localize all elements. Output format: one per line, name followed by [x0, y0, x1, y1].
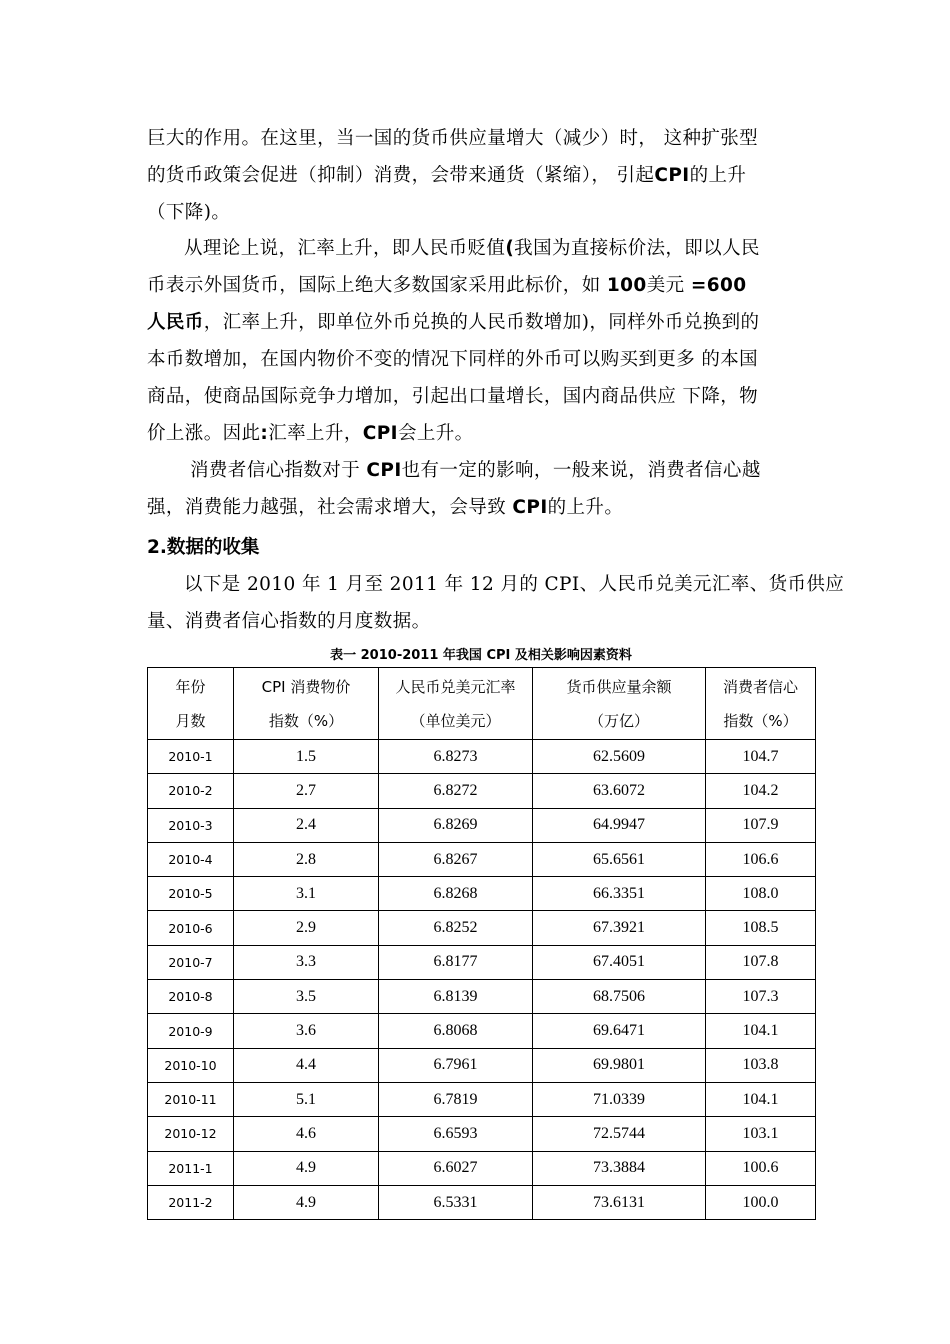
cell-cpi: 5.1	[234, 1082, 379, 1116]
table-row	[148, 980, 816, 1014]
cell-exchange-rate: 6.8268	[379, 877, 533, 911]
table-row	[148, 1151, 816, 1185]
text-line: 以下是 2010 年 1 月至 2011 年 12 月的 CPI、人民币兑美元汇率、货币供应	[184, 574, 845, 595]
cell-cpi: 1.5	[234, 740, 379, 774]
cell-money-supply: 65.6561	[533, 842, 706, 876]
cell-money-supply: 69.6471	[533, 1014, 706, 1048]
paragraph-consumer-confidence	[147, 452, 807, 526]
cell-consumer-confidence: 108.5	[706, 911, 816, 945]
cell-cpi: 2.4	[234, 808, 379, 842]
cell-exchange-rate: 6.8139	[379, 980, 533, 1014]
text-line: 量、消费者信心指数的月度数据。	[147, 611, 431, 632]
cell-money-supply: 64.9947	[533, 808, 706, 842]
cell-money-supply: 69.9801	[533, 1048, 706, 1082]
text-line: 币表示外国货币，国际上绝大多数国家采用此标价，如 100美元 =600	[147, 275, 747, 296]
cell-exchange-rate: 6.7819	[379, 1082, 533, 1116]
cell-exchange-rate: 6.8252	[379, 911, 533, 945]
paragraph-data-intro	[147, 566, 845, 640]
cell-money-supply: 67.4051	[533, 945, 706, 979]
cell-money-supply: 66.3351	[533, 877, 706, 911]
cell-consumer-confidence: 100.6	[706, 1151, 816, 1185]
cell-money-supply: 62.5609	[533, 740, 706, 774]
paragraph-exchange-rate	[147, 230, 807, 452]
cell-consumer-confidence: 103.1	[706, 1117, 816, 1151]
header-money-supply: 货币供应量余额 （万亿）	[533, 668, 706, 740]
cell-exchange-rate: 6.8267	[379, 842, 533, 876]
header-cpi: CPI 消费物价 指数（%）	[234, 668, 379, 740]
text-line: 商品，使商品国际竞争力增加，引起出口量增长，国内商品供应 下降，物	[147, 386, 759, 407]
data-table	[147, 667, 816, 1220]
header-exchange-rate: 人民币兑美元汇率 （单位美元）	[379, 668, 533, 740]
paragraph-money-supply	[147, 120, 807, 231]
cell-consumer-confidence: 104.1	[706, 1014, 816, 1048]
text-line: 消费者信心指数对于 CPI也有一定的影响，一般来说，消费者信心越	[190, 460, 761, 481]
cell-consumer-confidence: 100.0	[706, 1185, 816, 1219]
cell-month: 2011-1	[148, 1151, 234, 1185]
cell-money-supply: 73.6131	[533, 1185, 706, 1219]
cell-month: 2010-5	[148, 877, 234, 911]
cell-month: 2010-12	[148, 1117, 234, 1151]
text-line: 价上涨。因此:汇率上升，CPI会上升。	[147, 423, 474, 444]
cell-month: 2010-1	[148, 740, 234, 774]
text-line: 的货币政策会促进（抑制）消费，会带来通货（紧缩）， 引起CPI的上升	[147, 165, 747, 186]
cell-month: 2011-2	[148, 1185, 234, 1219]
text-line: 巨大的作用。在这里，当一国的货币供应量增大（减少）时， 这种扩张型	[147, 128, 759, 149]
cell-exchange-rate: 6.7961	[379, 1048, 533, 1082]
cell-money-supply: 72.5744	[533, 1117, 706, 1151]
table-row	[148, 842, 816, 876]
cell-money-supply: 67.3921	[533, 911, 706, 945]
cell-consumer-confidence: 107.8	[706, 945, 816, 979]
cell-money-supply: 68.7506	[533, 980, 706, 1014]
header-consumer-confidence: 消费者信心 指数（%）	[706, 668, 816, 740]
cell-exchange-rate: 6.8272	[379, 774, 533, 808]
cell-cpi: 3.3	[234, 945, 379, 979]
cell-exchange-rate: 6.5331	[379, 1185, 533, 1219]
cell-consumer-confidence: 103.8	[706, 1048, 816, 1082]
cell-consumer-confidence: 104.1	[706, 1082, 816, 1116]
text-line: 本币数增加，在国内物价不变的情况下同样的外币可以购买到更多 的本国	[147, 349, 759, 370]
table-row	[148, 877, 816, 911]
cell-cpi: 4.6	[234, 1117, 379, 1151]
cell-month: 2010-11	[148, 1082, 234, 1116]
cell-month: 2010-10	[148, 1048, 234, 1082]
cell-month: 2010-4	[148, 842, 234, 876]
cell-month: 2010-9	[148, 1014, 234, 1048]
table-body	[148, 740, 816, 1220]
cell-exchange-rate: 6.6593	[379, 1117, 533, 1151]
cell-cpi: 3.1	[234, 877, 379, 911]
cell-consumer-confidence: 107.3	[706, 980, 816, 1014]
table-row	[148, 774, 816, 808]
cell-consumer-confidence: 108.0	[706, 877, 816, 911]
table-row	[148, 1185, 816, 1219]
cell-month: 2010-2	[148, 774, 234, 808]
cell-month: 2010-8	[148, 980, 234, 1014]
cell-cpi: 2.7	[234, 774, 379, 808]
cell-month: 2010-7	[148, 945, 234, 979]
table-row	[148, 1117, 816, 1151]
cell-exchange-rate: 6.6027	[379, 1151, 533, 1185]
table-row	[148, 740, 816, 774]
cell-exchange-rate: 6.8269	[379, 808, 533, 842]
header-year-month: 年份 月数	[148, 668, 234, 740]
table-row	[148, 1048, 816, 1082]
cell-exchange-rate: 6.8273	[379, 740, 533, 774]
text-line: 从理论上说，汇率上升，即人民币贬值(我国为直接标价法，即以人民	[184, 238, 760, 259]
table-row	[148, 911, 816, 945]
cell-money-supply: 73.3884	[533, 1151, 706, 1185]
table-row	[148, 1014, 816, 1048]
table-row	[148, 1082, 816, 1116]
cell-cpi: 3.5	[234, 980, 379, 1014]
cell-month: 2010-6	[148, 911, 234, 945]
text-line: 人民币，汇率上升，即单位外币兑换的人民币数增加)，同样外币兑换到的	[147, 312, 760, 333]
section-heading: 2.数据的收集	[147, 537, 260, 558]
table-row	[148, 808, 816, 842]
cell-consumer-confidence: 107.9	[706, 808, 816, 842]
cell-cpi: 4.9	[234, 1185, 379, 1219]
cell-cpi: 4.4	[234, 1048, 379, 1082]
table-row	[148, 945, 816, 979]
text-line: （下降)。	[147, 202, 231, 223]
cell-consumer-confidence: 106.6	[706, 842, 816, 876]
cell-exchange-rate: 6.8177	[379, 945, 533, 979]
cell-cpi: 3.6	[234, 1014, 379, 1048]
cell-exchange-rate: 6.8068	[379, 1014, 533, 1048]
cell-month: 2010-3	[148, 808, 234, 842]
cell-money-supply: 71.0339	[533, 1082, 706, 1116]
cell-consumer-confidence: 104.2	[706, 774, 816, 808]
cell-money-supply: 63.6072	[533, 774, 706, 808]
cell-consumer-confidence: 104.7	[706, 740, 816, 774]
text-line: 强，消费能力越强，社会需求增大，会导致 CPI的上升。	[147, 497, 624, 518]
cell-cpi: 4.9	[234, 1151, 379, 1185]
cell-cpi: 2.8	[234, 842, 379, 876]
table-caption: 表一 2010-2011 年我国 CPI 及相关影响因素资料	[330, 648, 632, 663]
table-header-row	[148, 668, 816, 740]
cell-cpi: 2.9	[234, 911, 379, 945]
